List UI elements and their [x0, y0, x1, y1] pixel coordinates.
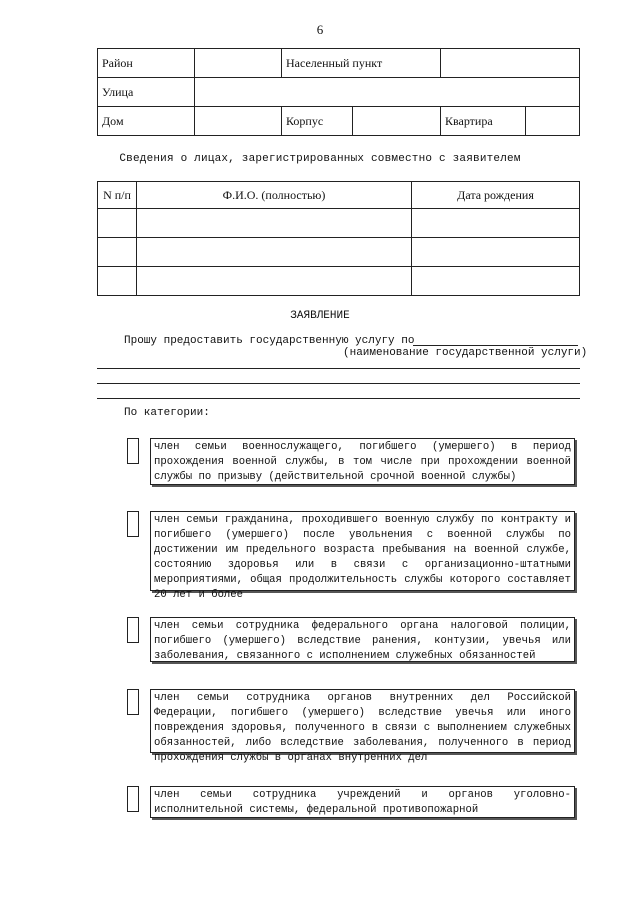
- category-text: член семьи гражданина, проходившего военную службу по контракту и погибшего (умершего) после увольнения с военной службы по достижении им предельного возраста пребывания на военной службе, состоянию здоровья или в связи с организационно-штатными мероприятиями, общая продолжительность службы которого составляет 20 лет и более: [150, 511, 575, 591]
- apartment-field[interactable]: [526, 107, 579, 135]
- settlement-field[interactable]: [441, 49, 580, 78]
- persons-table: [97, 181, 580, 296]
- building-field[interactable]: [353, 107, 440, 135]
- column-header-fio: Ф.И.О. (полностью): [137, 182, 412, 209]
- row-number-cell[interactable]: [98, 238, 137, 267]
- category-text: член семьи сотрудника федерального органа налоговой полиции, погибшего (умершего) вследствие ранения, контузии, увечья или заболевания, связанного с исполнением служебных обязанностей: [150, 617, 575, 662]
- statement-title: ЗАЯВЛЕНИЕ: [290, 310, 350, 322]
- request-text: Прошу предоставить государственную услугу по: [124, 335, 415, 347]
- service-hint: (наименование государственной услуги): [343, 347, 588, 359]
- category-label: По категории:: [124, 407, 210, 419]
- category-checkbox[interactable]: [127, 689, 139, 715]
- category-checkbox[interactable]: [127, 617, 139, 643]
- address-table: [97, 48, 580, 136]
- category-text: член семьи сотрудника учреждений и органов уголовно-исполнительной системы, федеральной противопожарной: [150, 786, 575, 818]
- table-row: [98, 238, 580, 267]
- page-number: 6: [316, 22, 324, 37]
- category-text: член семьи военнослужащего, погибшего (умершего) в период прохождения военной службы, в том числе при прохождении военной службы по призыву (действительной срочной военной службы): [150, 438, 575, 485]
- blank-line[interactable]: [97, 383, 580, 384]
- fio-cell[interactable]: [137, 267, 412, 296]
- service-name-field[interactable]: [413, 345, 578, 346]
- street-field[interactable]: [195, 78, 580, 107]
- table-row: [98, 209, 580, 238]
- category-checkbox[interactable]: [127, 511, 139, 537]
- category-text: член семьи сотрудника органов внутренних дел Российской Федерации, погибшего (умершего) вследствие увечья или иного повреждения здоровья, полученного в связи с выполнением служебных обязанностей, либо вследствие заболевания, полученного в период прохождения службы в органах внутренних дел: [150, 689, 575, 753]
- category-checkbox[interactable]: [127, 438, 139, 464]
- fio-cell[interactable]: [137, 209, 412, 238]
- fio-cell[interactable]: [137, 238, 412, 267]
- building-label: Корпус: [282, 107, 353, 135]
- persons-caption: Сведения о лицах, зарегистрированных совместно с заявителем: [119, 153, 521, 165]
- blank-line[interactable]: [97, 398, 580, 399]
- district-field[interactable]: [195, 49, 282, 78]
- birthdate-cell[interactable]: [412, 209, 580, 238]
- column-header-number: N п/п: [98, 182, 137, 209]
- house-field[interactable]: [195, 107, 282, 136]
- category-checkbox[interactable]: [127, 786, 139, 812]
- birthdate-cell[interactable]: [412, 267, 580, 296]
- district-label: Район: [98, 49, 195, 78]
- street-label: Улица: [98, 78, 195, 107]
- blank-line[interactable]: [97, 368, 580, 369]
- table-row: [98, 267, 580, 296]
- settlement-label: Населенный пункт: [282, 49, 441, 78]
- row-number-cell[interactable]: [98, 209, 137, 238]
- row-number-cell[interactable]: [98, 267, 137, 296]
- apartment-label: Квартира: [441, 107, 526, 135]
- birthdate-cell[interactable]: [412, 238, 580, 267]
- house-label: Дом: [98, 107, 195, 136]
- column-header-birthdate: Дата рождения: [412, 182, 580, 209]
